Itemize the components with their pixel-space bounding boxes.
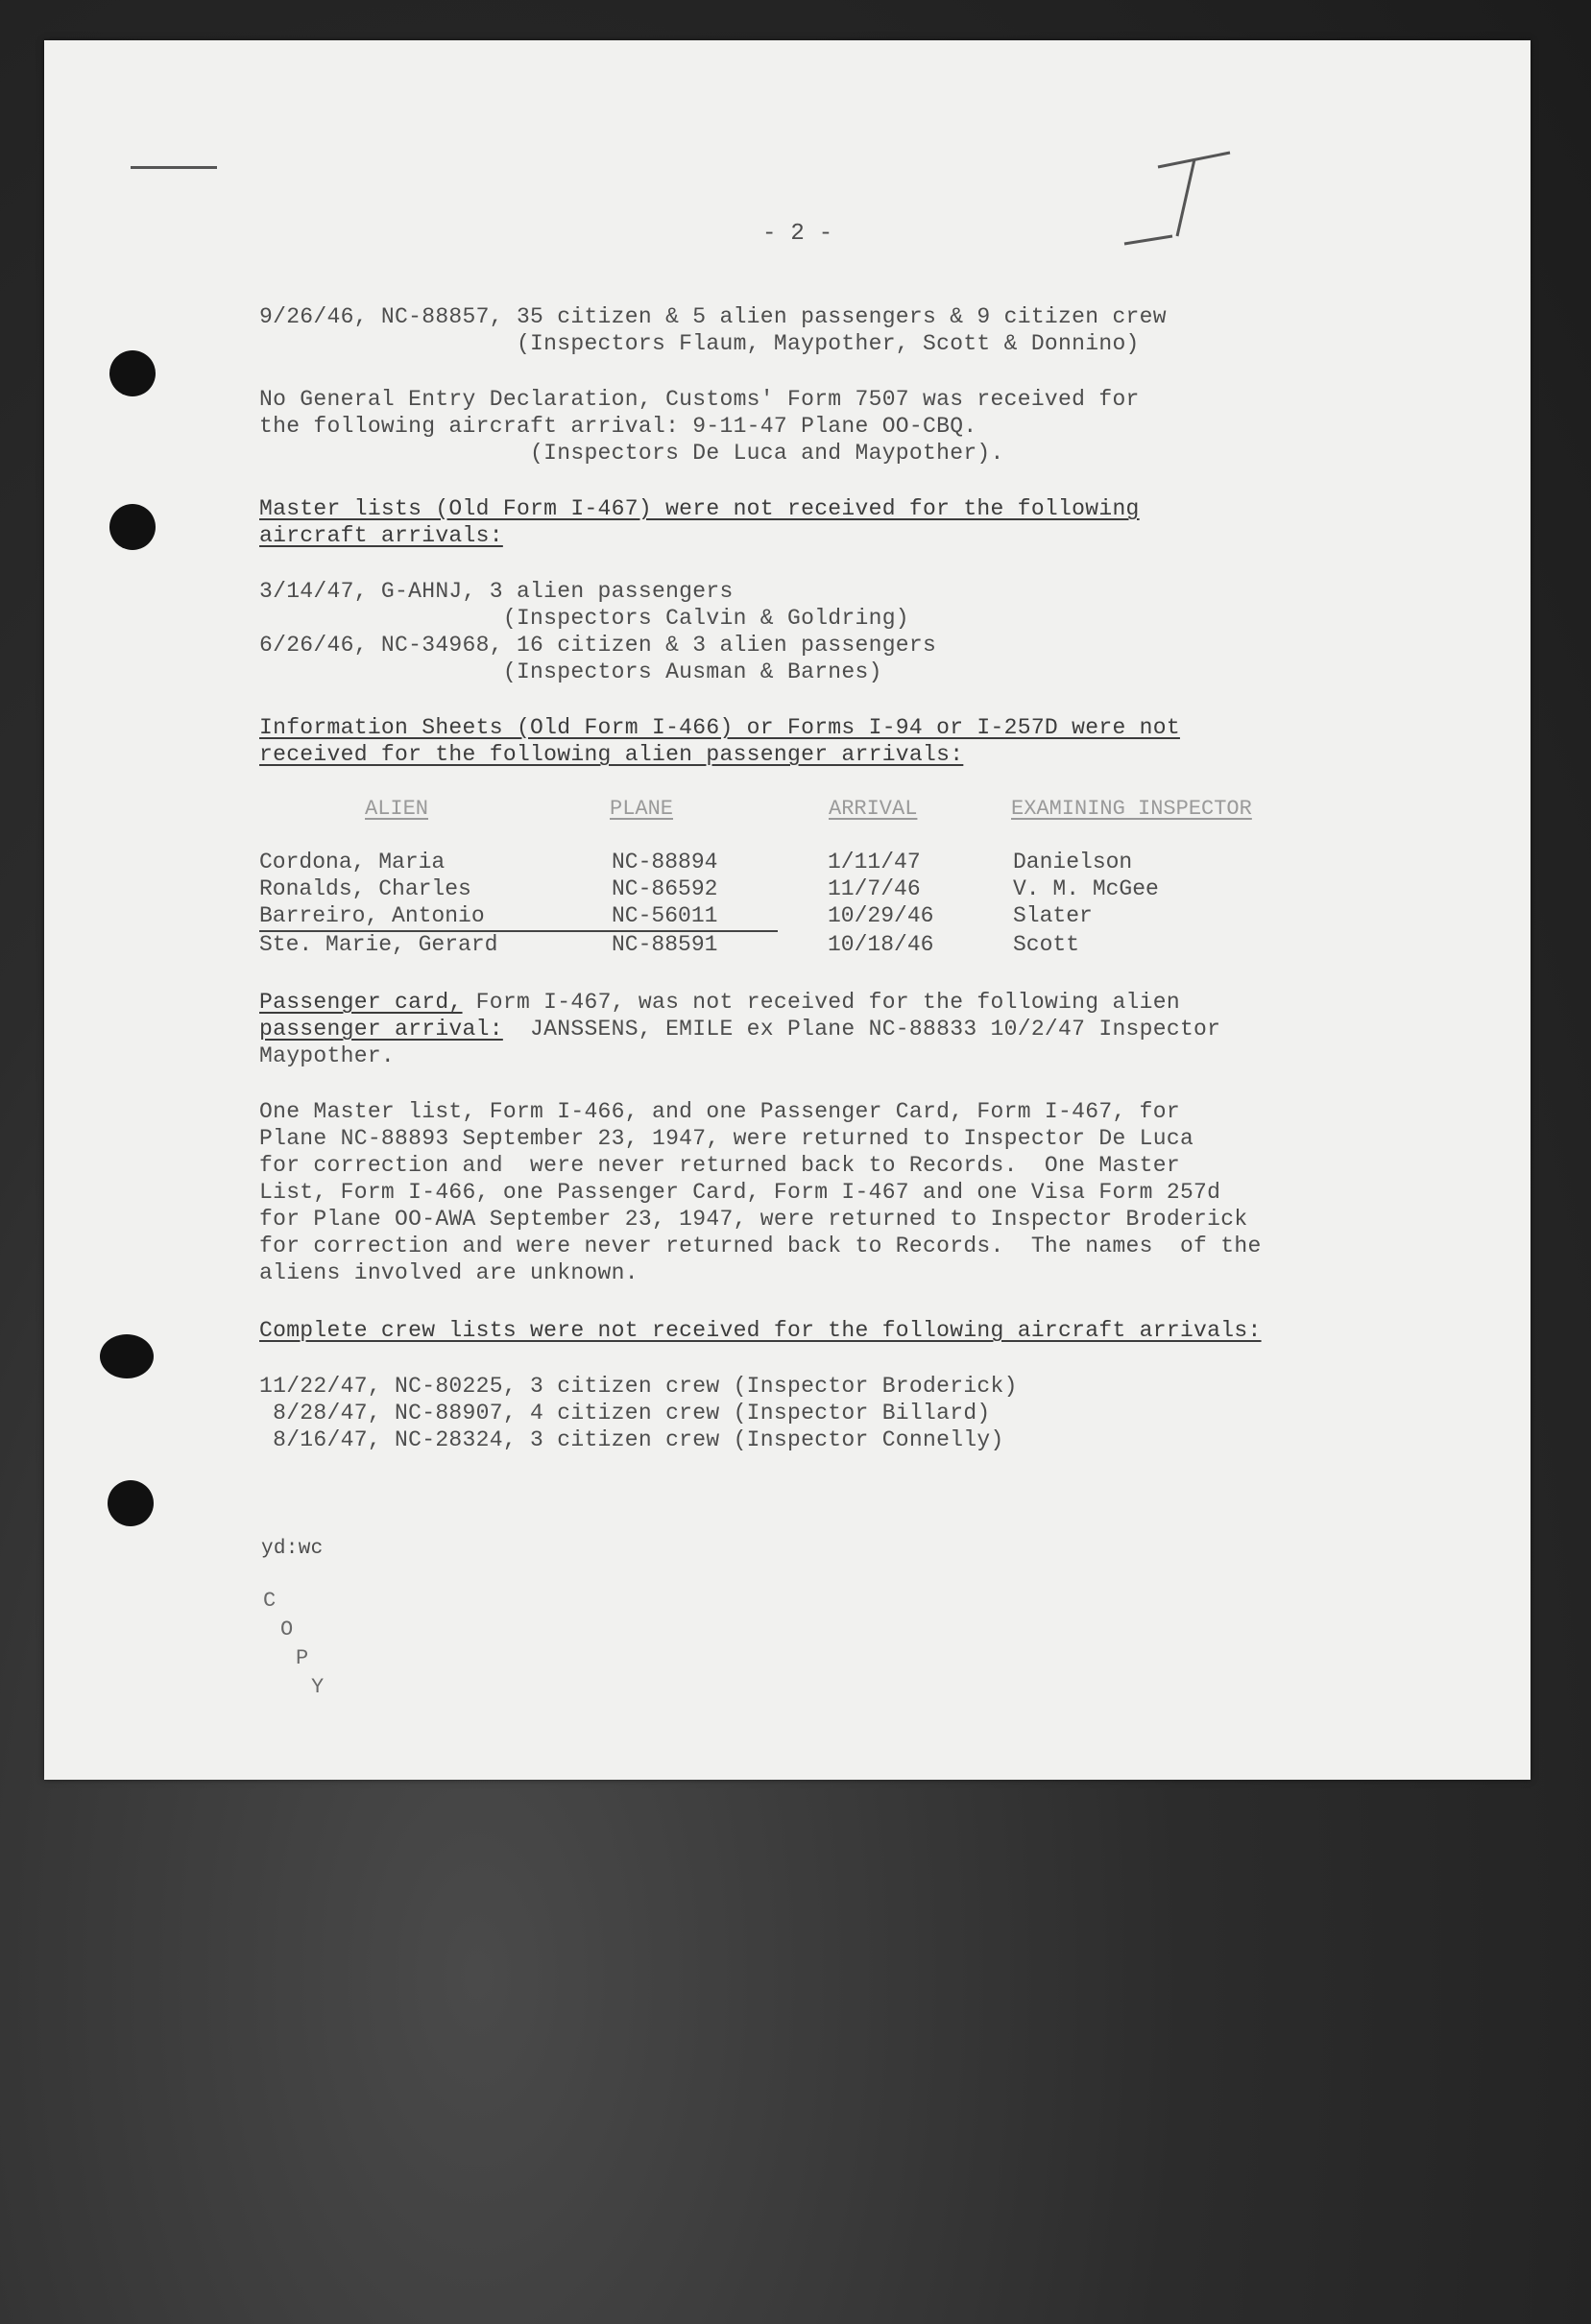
arrival-date: 10/29/46	[828, 903, 934, 928]
returned-paragraph-line: for correction and were never returned back to Records. The names of the	[259, 1234, 1262, 1258]
column-header-alien: ALIEN	[365, 797, 429, 821]
info-sheets-heading: Information Sheets (Old Form I-466) or Forms I-94 or I-257D were not	[259, 715, 1180, 740]
info-table-header	[259, 797, 1411, 826]
inspector-name: Scott	[1013, 932, 1080, 957]
table-row	[259, 850, 1411, 876]
table-row	[259, 876, 1411, 903]
arrival-date: 10/18/46	[828, 932, 934, 957]
crew-list-line: 8/16/47, NC-28324, 3 citizen crew (Inspector Connelly)	[259, 1427, 1004, 1452]
page-number: - 2 -	[762, 221, 833, 247]
returned-paragraph-line: Plane NC-88893 September 23, 1947, were returned to Inspector De Luca	[259, 1126, 1194, 1151]
master-list-line: 3/14/47, G-AHNJ, 3 alien passengers	[259, 579, 734, 604]
master-list-line: (Inspectors Calvin & Goldring)	[259, 606, 909, 631]
passenger-card-line	[259, 989, 1180, 1016]
punch-hole	[109, 504, 156, 550]
table-row	[259, 932, 1411, 959]
handwritten-mark-icon	[1120, 148, 1235, 253]
arrival-date: 11/7/46	[828, 876, 921, 901]
returned-paragraph-line: One Master list, Form I-466, and one Passenger Card, Form I-467, for	[259, 1099, 1180, 1124]
entry-line: 9/26/46, NC-88857, 35 citizen & 5 alien passengers & 9 citizen crew	[259, 304, 1167, 329]
arrival-date: 1/11/47	[828, 850, 921, 874]
passenger-card-heading: passenger arrival:	[259, 1017, 503, 1042]
returned-paragraph-line: for Plane OO-AWA September 23, 1947, were returned to Inspector Broderick	[259, 1207, 1248, 1232]
returned-paragraph-line: for correction and were never returned back to Records. One Master	[259, 1153, 1180, 1178]
passenger-card-text: Form I-467, was not received for the following alien	[462, 990, 1180, 1015]
crew-list-line: 8/28/47, NC-88907, 4 citizen crew (Inspector Billard)	[259, 1401, 991, 1426]
master-lists-heading: aircraft arrivals:	[259, 523, 503, 548]
passenger-card-line	[259, 1016, 1220, 1042]
plane-number: NC-88591	[612, 932, 718, 957]
column-header-arrival: ARRIVAL	[829, 797, 918, 821]
copy-letter: P	[296, 1646, 309, 1670]
general-entry-line: (Inspectors De Luca and Maypother).	[259, 441, 1004, 466]
margin-line	[131, 166, 217, 169]
returned-paragraph-line: aliens involved are unknown.	[259, 1260, 639, 1285]
info-table	[259, 850, 1411, 965]
punch-hole	[108, 1480, 154, 1526]
copy-letter: O	[280, 1617, 294, 1641]
master-list-line: (Inspectors Ausman & Barnes)	[259, 659, 882, 684]
punch-hole	[100, 1334, 154, 1378]
info-sheets-heading: received for the following alien passenger arrivals:	[259, 742, 964, 767]
punch-hole	[109, 350, 156, 396]
column-header-inspector: EXAMINING INSPECTOR	[1011, 797, 1252, 821]
passenger-card-text: JANSSENS, EMILE ex Plane NC-88833 10/2/47 Inspector	[502, 1017, 1221, 1042]
alien-name: Ste. Marie, Gerard	[259, 932, 498, 957]
typist-initials: yd:wc	[261, 1538, 324, 1560]
entry-line: (Inspectors Flaum, Maypother, Scott & Donnino)	[259, 331, 1140, 356]
inspector-name: V. M. McGee	[1013, 876, 1159, 901]
plane-number: NC-86592	[612, 876, 718, 901]
general-entry-line: the following aircraft arrival: 9-11-47 Plane OO-CBQ.	[259, 414, 977, 439]
copy-letter: Y	[311, 1675, 325, 1699]
crew-list-line: 11/22/47, NC-80225, 3 citizen crew (Inspector Broderick)	[259, 1374, 1018, 1399]
plane-number: NC-56011	[612, 903, 718, 928]
returned-paragraph-line: List, Form I-466, one Passenger Card, Form I-467 and one Visa Form 257d	[259, 1180, 1221, 1205]
crew-lists-heading: Complete crew lists were not received for the following aircraft arrivals:	[259, 1318, 1262, 1343]
plane-number: NC-88894	[612, 850, 718, 874]
master-lists-heading: Master lists (Old Form I-467) were not received for the following	[259, 496, 1140, 521]
passenger-card-line: Maypother.	[259, 1043, 396, 1068]
general-entry-line: No General Entry Declaration, Customs' Form 7507 was received for	[259, 387, 1140, 412]
passenger-card-heading: Passenger card,	[259, 990, 463, 1015]
inspector-name: Slater	[1013, 903, 1093, 928]
copy-letter: C	[263, 1589, 277, 1613]
alien-name: Ronalds, Charles	[259, 876, 471, 901]
alien-name: Barreiro, Antonio	[259, 903, 485, 928]
inspector-name: Danielson	[1013, 850, 1133, 874]
table-row	[259, 903, 1093, 932]
column-header-plane: PLANE	[610, 797, 674, 821]
alien-name: Cordona, Maria	[259, 850, 446, 874]
master-list-line: 6/26/46, NC-34968, 16 citizen & 3 alien passengers	[259, 633, 937, 658]
